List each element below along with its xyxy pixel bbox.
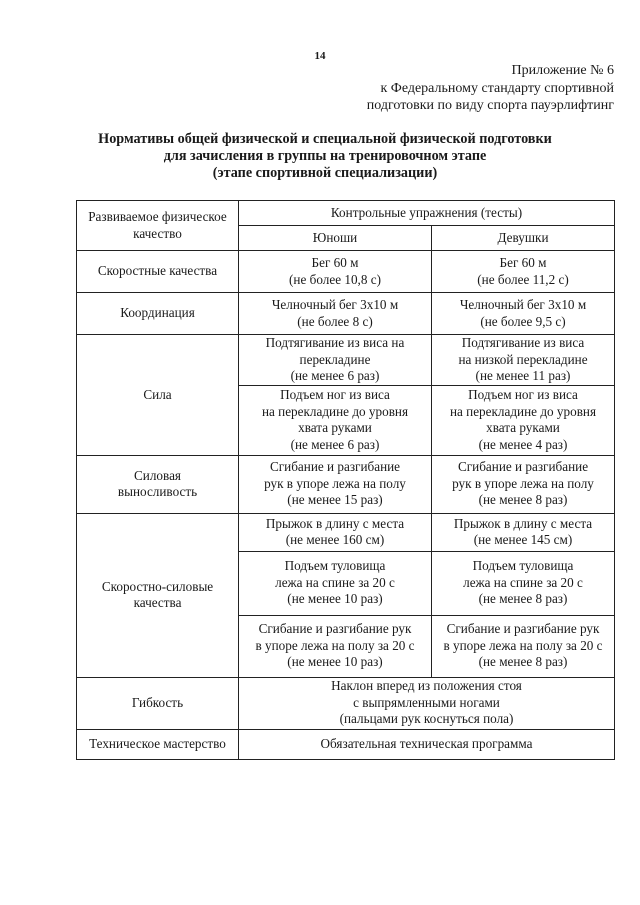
boys-standard-cell <box>239 513 432 551</box>
header-text: качество <box>133 225 182 241</box>
cell-text: (не более 11,2 с) <box>477 271 569 287</box>
header-tests-cell: Контрольные упражнения (тесты) <box>239 201 615 226</box>
title-line: Нормативы общей физической и специальной физической подготовки <box>98 131 552 147</box>
table-header-row <box>77 201 615 226</box>
quality-cell <box>77 455 239 513</box>
cell-text: с выпрямленными ногами <box>353 694 500 710</box>
quality-cell <box>77 513 239 677</box>
cell-text: (не более 8 с) <box>297 313 373 329</box>
cell-text: Бег 60 м <box>311 255 359 270</box>
table-row <box>77 729 615 759</box>
header-girls-cell: Девушки <box>432 226 615 251</box>
common-standard-cell <box>239 729 615 759</box>
cell-text: Гибкость <box>131 694 184 710</box>
boys-standard-cell <box>239 335 432 386</box>
cell-text: Подъем ног из виса <box>468 387 578 402</box>
boys-standard-cell <box>239 615 432 677</box>
standards-table <box>76 200 615 760</box>
cell-text: Прыжок в длину с места <box>453 515 593 531</box>
girls-standard-cell <box>432 293 615 335</box>
document-title <box>60 131 590 182</box>
cell-text: перекладине <box>299 351 371 367</box>
cell-text: Сгибание и разгибание <box>457 459 589 475</box>
cell-text: (не менее 6 раз) <box>290 436 380 452</box>
cell-text: на низкой перекладине <box>458 351 588 367</box>
header-quality-cell <box>77 201 239 251</box>
girls-standard-cell <box>432 335 615 386</box>
cell-text: Подтягивание из виса <box>461 335 585 350</box>
cell-text: качества <box>133 595 182 610</box>
cell-text: рук в упоре лежа на полу <box>264 475 406 491</box>
cell-text: Обязательная техническая программа <box>320 735 533 751</box>
quality-cell <box>77 729 239 759</box>
cell-text: (не менее 15 раз) <box>287 492 383 508</box>
page-number: 14 <box>314 50 326 62</box>
title-line: (этапе спортивной специализации) <box>212 165 438 181</box>
cell-text: Подъем туловища <box>284 558 386 574</box>
cell-text: на перекладине до уровня <box>449 403 597 419</box>
cell-text: Скоростные качества <box>97 263 218 279</box>
cell-text: (пальцами рук коснуться пола) <box>339 711 514 727</box>
cell-text: (не более 10,8 с) <box>289 271 381 287</box>
girls-standard-cell <box>432 455 615 513</box>
girls-standard-cell <box>432 551 615 615</box>
cell-text: Скоростно-силовые <box>101 578 214 594</box>
header-boys-cell: Юноши <box>239 226 432 251</box>
cell-text: Сила <box>143 386 172 402</box>
cell-text: (не менее 6 раз) <box>290 368 380 383</box>
table-row <box>77 293 615 335</box>
boys-standard-cell <box>239 251 432 293</box>
cell-text: в упоре лежа на полу за 20 с <box>255 637 415 653</box>
cell-text: (не менее 8 раз) <box>478 492 568 508</box>
cell-text: Подъем туловища <box>472 558 574 574</box>
table-row <box>77 677 615 729</box>
header-text: Развиваемое физическое <box>88 209 227 224</box>
cell-text: (не менее 10 раз) <box>287 591 383 607</box>
cell-text: рук в упоре лежа на полу <box>452 475 594 491</box>
cell-text: Сгибание и разгибание <box>269 459 401 475</box>
common-standard-cell <box>239 677 615 729</box>
cell-text: Челночный бег 3x10 м <box>271 297 399 312</box>
cell-text: Подтягивание из виса на <box>265 335 405 350</box>
cell-text: (не менее 8 раз) <box>478 591 568 607</box>
appendix-header <box>284 62 614 115</box>
cell-text: Техническое мастерство <box>89 735 226 751</box>
cell-text: Силовая <box>134 467 181 483</box>
girls-standard-cell <box>432 513 615 551</box>
cell-text: Сгибание и разгибание рук <box>258 621 412 637</box>
quality-cell <box>77 251 239 293</box>
quality-cell <box>77 335 239 456</box>
cell-text: (не менее 145 см) <box>473 532 573 547</box>
cell-text: (не менее 11 раз) <box>475 368 571 383</box>
cell-text: Сгибание и разгибание рук <box>446 621 600 637</box>
boys-standard-cell <box>239 293 432 335</box>
appendix-line: к Федеральному стандарту спортивной <box>380 80 614 96</box>
girls-standard-cell <box>432 615 615 677</box>
cell-text: Координация <box>120 305 195 321</box>
title-line: для зачисления в группы на тренировочном этапе <box>163 148 487 164</box>
cell-text: Подъем ног из виса <box>280 387 390 402</box>
cell-text: (не менее 160 см) <box>285 532 385 547</box>
quality-cell <box>77 293 239 335</box>
girls-standard-cell <box>432 251 615 293</box>
cell-text: лежа на спине за 20 с <box>463 574 583 590</box>
cell-text: (не менее 8 раз) <box>478 654 568 670</box>
appendix-line: Приложение № 6 <box>511 63 614 78</box>
quality-cell <box>77 677 239 729</box>
cell-text: хвата руками <box>486 420 560 435</box>
appendix-line: подготовки по виду спорта пауэрлифтинг <box>366 98 614 113</box>
boys-standard-cell <box>239 385 432 455</box>
cell-text: на перекладине до уровня <box>261 403 409 419</box>
cell-text: хвата руками <box>298 420 372 435</box>
cell-text: выносливость <box>117 484 198 499</box>
cell-text: Наклон вперед из положения стоя <box>331 678 522 694</box>
cell-text: Прыжок в длину с места <box>265 515 405 531</box>
cell-text: в упоре лежа на полу за 20 с <box>443 637 603 653</box>
table-row <box>77 251 615 293</box>
table-row <box>77 455 615 513</box>
cell-text: (не менее 10 раз) <box>287 654 383 670</box>
table-row <box>77 335 615 386</box>
cell-text: лежа на спине за 20 с <box>275 574 395 590</box>
cell-text: (не более 9,5 с) <box>480 313 566 329</box>
cell-text: Челночный бег 3x10 м <box>459 297 587 312</box>
cell-text: Бег 60 м <box>499 255 547 270</box>
table-row <box>77 513 615 551</box>
cell-text: (не менее 4 раз) <box>478 436 568 452</box>
boys-standard-cell <box>239 455 432 513</box>
boys-standard-cell <box>239 551 432 615</box>
girls-standard-cell <box>432 385 615 455</box>
